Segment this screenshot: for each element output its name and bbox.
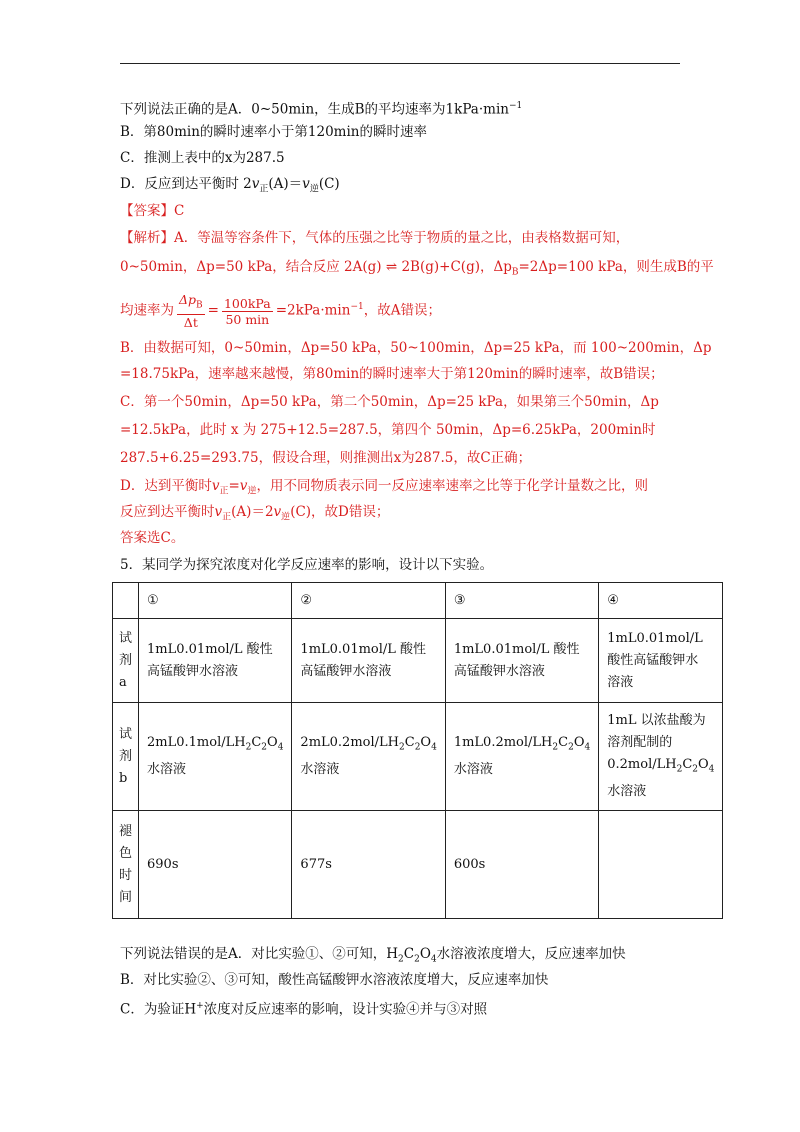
cell-b-1: $2mL0.1mol/LH_2C_2O_4$ 水溶液 bbox=[139, 703, 292, 811]
cell-time-2: 677s bbox=[292, 811, 445, 919]
cell-time-1: 690s bbox=[139, 811, 292, 919]
table-row-reagent-a bbox=[113, 619, 723, 703]
delta-fraction: $\frac{\Delta p_B}{\Delta t}$ bbox=[179, 292, 203, 330]
answer-line: 【答案】C bbox=[120, 203, 185, 219]
cell-a-4: 1mL0.01mol/L 酸性高锰酸钾水 溶液 bbox=[599, 619, 723, 703]
analysis-c-line2: =12.5kPa，此时 x 为 275+12.5=287.5，第四个 50min，Δp=6.25kPa，200min时 bbox=[120, 422, 656, 438]
row-label-fade-time: 褪 色 时 间 bbox=[113, 811, 139, 919]
q5-option-b: B．对比实验②、③可知，酸性高锰酸钾水溶液浓度增大，反应速率加快 bbox=[120, 972, 549, 988]
analysis-a-line2: 0~50min，Δp=50 kPa，结合反应 2A(g) ⇌ 2B(g)+C(g)，$\Delta p_B=2\Delta p=100$ kPa，则生成B的平 bbox=[120, 259, 714, 278]
row-label-reagent-b: 试 剂 b bbox=[113, 703, 139, 811]
experiment-table bbox=[112, 582, 723, 919]
q4-option-c: C．推测上表中的x为287.5 bbox=[120, 150, 285, 166]
header-exp-3: ③ bbox=[445, 583, 598, 619]
q4-option-d: D．反应到达平衡时 $2v_正(A)=v_逆(C)$ bbox=[120, 176, 340, 195]
table-row-reagent-b bbox=[113, 703, 723, 811]
cell-time-4 bbox=[599, 811, 723, 919]
analysis-d-line2: 反应到达平衡时$v_正(A)=2v_逆(C)$，故D错误； bbox=[120, 504, 390, 523]
cell-b-4: 1mL 以浓盐酸为 溶剂配制的 $0.2mol/LH_2C_2O_4$ 水溶液 bbox=[599, 703, 723, 811]
analysis-b-line1: B．由数据可知，0~50min，Δp=50 kPa，50~100min，Δp=25 kPa，而 100~200min，Δp bbox=[120, 340, 712, 356]
value-fraction: $\frac{\text{100kPa}}{50 \min}$ bbox=[223, 295, 271, 327]
cell-a-3: 1mL0.01mol/L 酸性 高锰酸钾水溶液 bbox=[445, 619, 598, 703]
table-row-fade-time bbox=[113, 811, 723, 919]
q4-option-b: B．第80min的瞬时速率小于第120min的瞬时速率 bbox=[120, 124, 427, 140]
analysis-a-line3: 均速率为 $\frac{\Delta p_B}{\Delta t}$ = $\frac{\text{100kPa}}{50 \min}$ $=2kPa\cdot\min^{-1}$，故A错误； bbox=[120, 292, 441, 330]
cell-a-2: 1mL0.01mol/L 酸性 高锰酸钾水溶液 bbox=[292, 619, 445, 703]
q5-stem: 5．某同学为探究浓度对化学反应速率的影响，设计以下实验。 bbox=[120, 557, 494, 573]
analysis-a-line1: 【解析】A．等温等容条件下，气体的压强之比等于物质的量之比，由表格数据可知， bbox=[120, 230, 630, 246]
header-exp-4: ④ bbox=[599, 583, 723, 619]
analysis-d-line1: D．达到平衡时$v_正=v_逆$，用不同物质表示同一反应速率速率之比等于化学计量数之比，则 bbox=[120, 478, 648, 497]
q5-option-a: 下列说法错误的是A．对比实验①、②可知，$H_2C_2O_4$水溶液浓度增大，反应速率加快 bbox=[120, 946, 626, 965]
row-label-reagent-a: 试 剂 a bbox=[113, 619, 139, 703]
analysis-c-line1: C．第一个50min，Δp=50 kPa，第二个50min，Δp=25 kPa，如果第三个50min，Δp bbox=[120, 394, 659, 410]
cell-time-3: 600s bbox=[445, 811, 598, 919]
table-corner-cell bbox=[113, 583, 139, 619]
answer-conclusion: 答案选C。 bbox=[120, 530, 185, 546]
header-rule bbox=[120, 63, 680, 64]
header-exp-1: ① bbox=[139, 583, 292, 619]
analysis-b-line2: =18.75kPa，速率越来越慢，第80min的瞬时速率大于第120min的瞬时速率，故B错误； bbox=[120, 366, 664, 382]
header-exp-2: ② bbox=[292, 583, 445, 619]
q5-option-c: C．为验证H+浓度对反应速率的影响，设计实验④并与③对照 bbox=[120, 1001, 488, 1018]
cell-b-3: $1mL0.2mol/LH_2C_2O_4$ 水溶液 bbox=[445, 703, 598, 811]
analysis-c-line3: 287.5+6.25=293.75，假设合理，则推测出x为287.5，故C正确； bbox=[120, 450, 532, 466]
cell-b-2: $2mL0.2mol/LH_2C_2O_4$ 水溶液 bbox=[292, 703, 445, 811]
table-header-row bbox=[113, 583, 723, 619]
cell-a-1: 1mL0.01mol/L 酸性 高锰酸钾水溶液 bbox=[139, 619, 292, 703]
q4-option-a: 下列说法正确的是A．0~50min，生成B的平均速率为$1kPa\cdot\min^{-1}$ bbox=[120, 101, 523, 118]
